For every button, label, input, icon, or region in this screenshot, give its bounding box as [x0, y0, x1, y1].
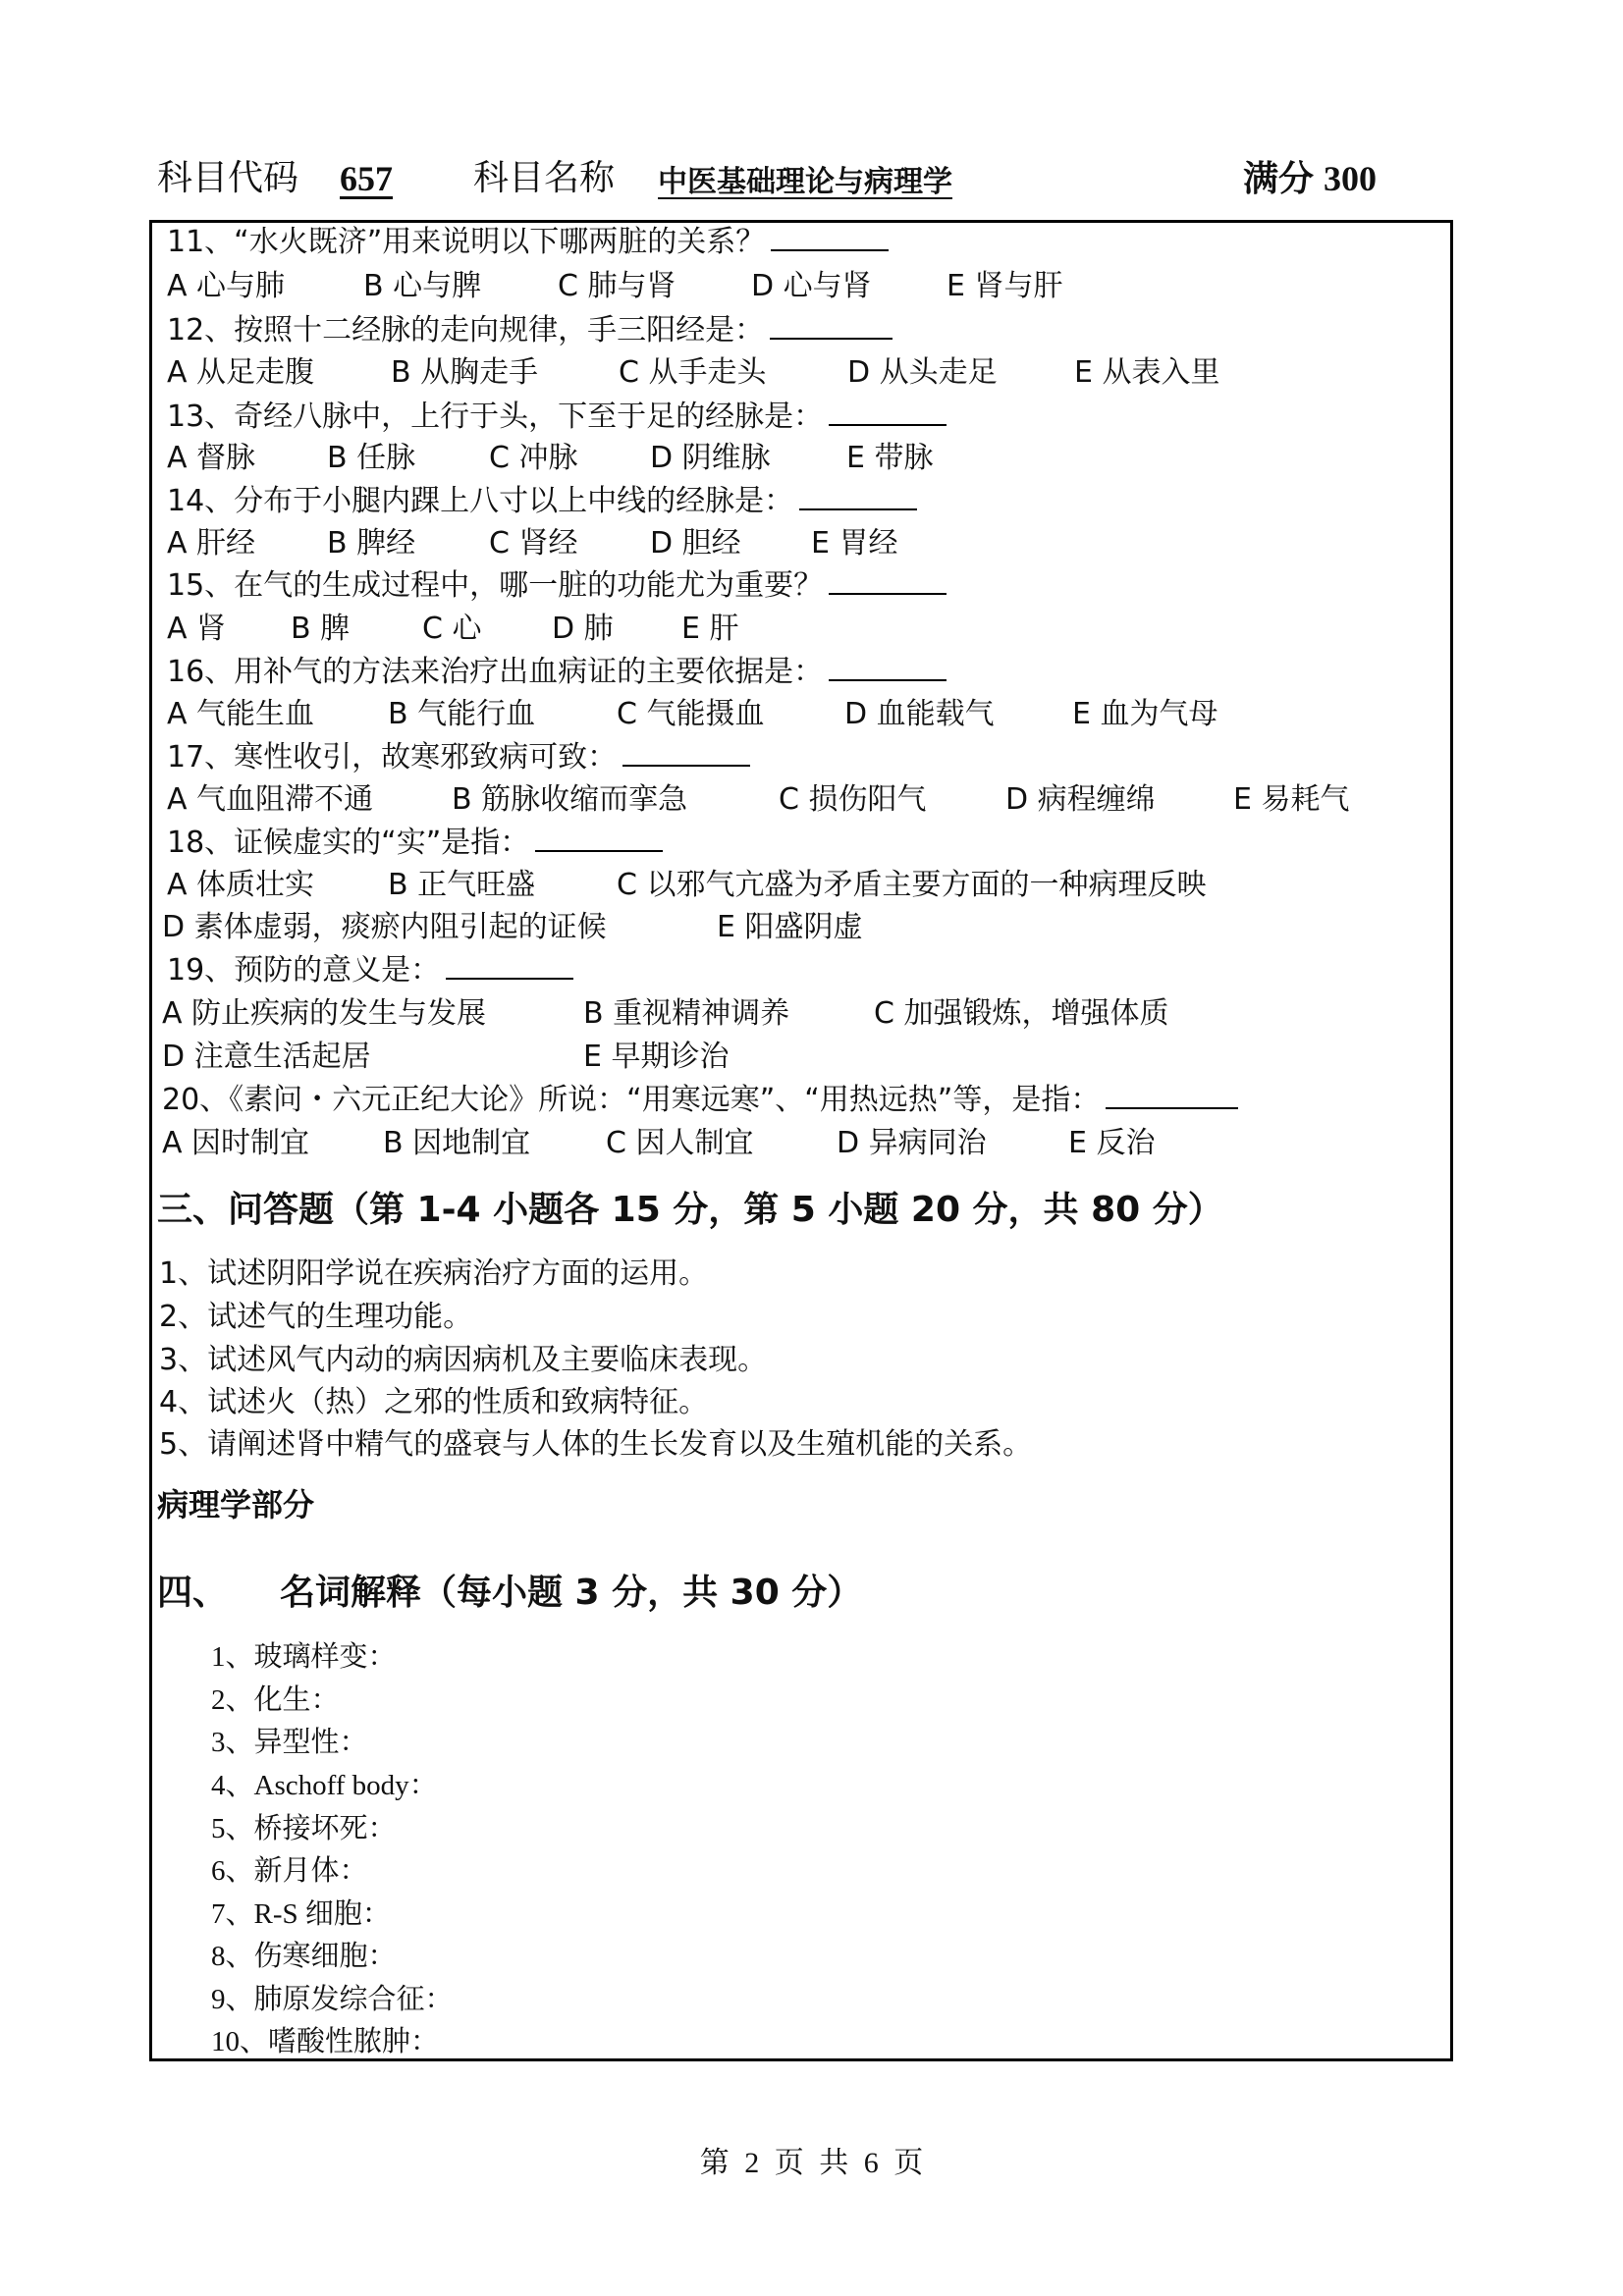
option-d: D 肺 — [552, 612, 614, 646]
option-c: C 从手走头 — [619, 355, 767, 390]
section-3-title: 三、问答题（第 1-4 小题各 15 分，第 5 小题 20 分，共 80 分） — [157, 1190, 1223, 1230]
option-e: E 早期诊治 — [583, 1040, 730, 1074]
essay-question-3: 3、试述风气内动的病因病机及主要临床表现。 — [159, 1343, 768, 1377]
option-e: E 从表入里 — [1074, 355, 1220, 390]
question-12 — [167, 310, 893, 350]
term-8: 8、伤寒细胞： — [211, 1941, 397, 1972]
answer-blank — [446, 950, 573, 980]
answer-blank — [771, 222, 889, 251]
answer-blank — [535, 823, 663, 852]
option-b: B 重视精神调养 — [583, 996, 790, 1031]
question-text: 17、寒性收引，故寒邪致病可致： — [167, 740, 618, 774]
question-19 — [167, 950, 573, 990]
term-6: 6、新月体： — [211, 1855, 368, 1887]
option-b: B 正气旺盛 — [388, 868, 536, 902]
full-score-label: 满分 — [1243, 159, 1315, 199]
question-text: 15、在气的生成过程中，哪一脏的功能尤为重要？ — [167, 568, 824, 603]
answer-blank — [799, 481, 917, 510]
question-text: 13、奇经八脉中，上行于头，下至于足的经脉是： — [167, 400, 824, 434]
option-c: C 损伤阳气 — [779, 782, 927, 817]
question-13 — [167, 397, 947, 437]
option-b: B 心与脾 — [363, 269, 482, 303]
option-b: B 因地制宜 — [383, 1126, 531, 1160]
option-d: D 异病同治 — [837, 1126, 987, 1160]
option-a: A 防止疾病的发生与发展 — [162, 996, 487, 1031]
option-c: C 以邪气亢盛为矛盾主要方面的一种病理反映 — [617, 868, 1207, 902]
term-1: 1、玻璃样变： — [211, 1641, 397, 1673]
essay-question-2: 2、试述气的生理功能。 — [159, 1300, 473, 1334]
subject-code-value: 657 — [340, 159, 393, 198]
exam-header — [157, 157, 1394, 206]
term-9: 9、肺原发综合征： — [211, 1984, 454, 2015]
option-e: E 胃经 — [811, 526, 898, 561]
full-score — [1243, 157, 1377, 201]
option-a: A 因时制宜 — [162, 1126, 310, 1160]
question-18 — [167, 823, 663, 863]
question-17 — [167, 737, 750, 777]
subject-name-value: 中医基础理论与病理学 — [658, 165, 952, 199]
section-4-title: 名词解释（每小题 3 分，共 30 分） — [280, 1573, 863, 1613]
option-b: B 任脉 — [327, 441, 416, 475]
subject-code-label: 科目代码 — [157, 158, 299, 198]
question-15 — [167, 565, 947, 606]
option-b: B 气能行血 — [388, 697, 536, 731]
essay-question-5: 5、请阐述肾中精气的盛衰与人体的生长发育以及生殖机能的关系。 — [159, 1427, 1033, 1462]
option-a: A 肝经 — [167, 526, 256, 561]
option-e: E 易耗气 — [1233, 782, 1350, 817]
option-a: A 体质壮实 — [167, 868, 315, 902]
option-d: D 胆经 — [650, 526, 741, 561]
option-d: D 注意生活起居 — [162, 1040, 371, 1074]
option-a: A 心与肺 — [167, 269, 286, 303]
question-text: 19、预防的意义是： — [167, 953, 441, 988]
term-10: 10、嗜酸性脓肿： — [211, 2026, 440, 2057]
option-c: C 心 — [422, 612, 482, 646]
question-text: 16、用补气的方法来治疗出血病证的主要依据是： — [167, 655, 824, 689]
essay-question-4: 4、试述火（热）之邪的性质和致病特征。 — [159, 1385, 709, 1419]
question-14 — [167, 481, 917, 521]
option-c: C 肺与肾 — [558, 269, 676, 303]
option-a: A 气能生血 — [167, 697, 315, 731]
option-d: D 血能载气 — [844, 697, 995, 731]
answer-blank — [770, 310, 893, 340]
option-e: E 带脉 — [846, 441, 934, 475]
option-d: D 阴维脉 — [650, 441, 771, 475]
option-c: C 加强锻炼，增强体质 — [874, 996, 1169, 1031]
term-3: 3、异型性： — [211, 1727, 368, 1758]
answer-blank — [1106, 1080, 1238, 1109]
answer-blank — [622, 737, 750, 767]
option-a: A 肾 — [167, 612, 227, 646]
option-a: A 从足走腹 — [167, 355, 315, 390]
term-2: 2、化生： — [211, 1684, 340, 1716]
option-d: D 素体虚弱，痰瘀内阻引起的证候 — [162, 910, 607, 944]
question-text: 18、证候虚实的“实”是指： — [167, 826, 530, 860]
term-7: 7、R-S 细胞： — [211, 1898, 391, 1930]
option-b: B 脾经 — [327, 526, 416, 561]
option-d: D 病程缠绵 — [1005, 782, 1156, 817]
option-e: E 反治 — [1068, 1126, 1156, 1160]
option-b: B 从胸走手 — [391, 355, 539, 390]
question-text: 12、按照十二经脉的走向规律，手三阳经是： — [167, 313, 765, 347]
term-5: 5、桥接坏死： — [211, 1813, 397, 1844]
question-text: 11、“水火既济”用来说明以下哪两脏的关系？ — [167, 225, 766, 259]
option-e: E 阳盛阴虚 — [717, 910, 863, 944]
option-e: E 肾与肝 — [947, 269, 1063, 303]
page-number: 第 2 页 共 6 页 — [699, 2147, 924, 2179]
term-4: 4、Aschoff body： — [211, 1770, 438, 1801]
answer-blank — [829, 565, 947, 595]
answer-blank — [829, 397, 947, 426]
full-score-value: 300 — [1324, 159, 1378, 198]
question-11 — [167, 222, 889, 262]
question-20 — [162, 1080, 1238, 1120]
section-4-number: 四、 — [157, 1573, 229, 1613]
option-c: C 冲脉 — [489, 441, 578, 475]
option-d: D 从头走足 — [847, 355, 998, 390]
option-c: C 肾经 — [489, 526, 578, 561]
option-e: E 肝 — [681, 612, 739, 646]
pathology-part-title: 病理学部分 — [157, 1486, 315, 1523]
option-e: E 血为气母 — [1072, 697, 1218, 731]
option-c: C 气能摄血 — [617, 697, 765, 731]
question-text: 14、分布于小腿内踝上八寸以上中线的经脉是： — [167, 484, 794, 518]
subject-name-label: 科目名称 — [473, 158, 616, 198]
option-d: D 心与肾 — [751, 269, 872, 303]
question-16 — [167, 652, 947, 692]
option-a: A 气血阻滞不通 — [167, 782, 374, 817]
option-c: C 因人制宜 — [606, 1126, 754, 1160]
option-b: B 脾 — [291, 612, 351, 646]
essay-question-1: 1、试述阴阳学说在疾病治疗方面的运用。 — [159, 1256, 709, 1291]
question-text: 20、《素问・六元正纪大论》所说：“用寒远寒”、“用热远热”等，是指： — [162, 1083, 1101, 1117]
option-a: A 督脉 — [167, 441, 256, 475]
option-b: B 筋脉收缩而挛急 — [452, 782, 688, 817]
answer-blank — [829, 652, 947, 681]
